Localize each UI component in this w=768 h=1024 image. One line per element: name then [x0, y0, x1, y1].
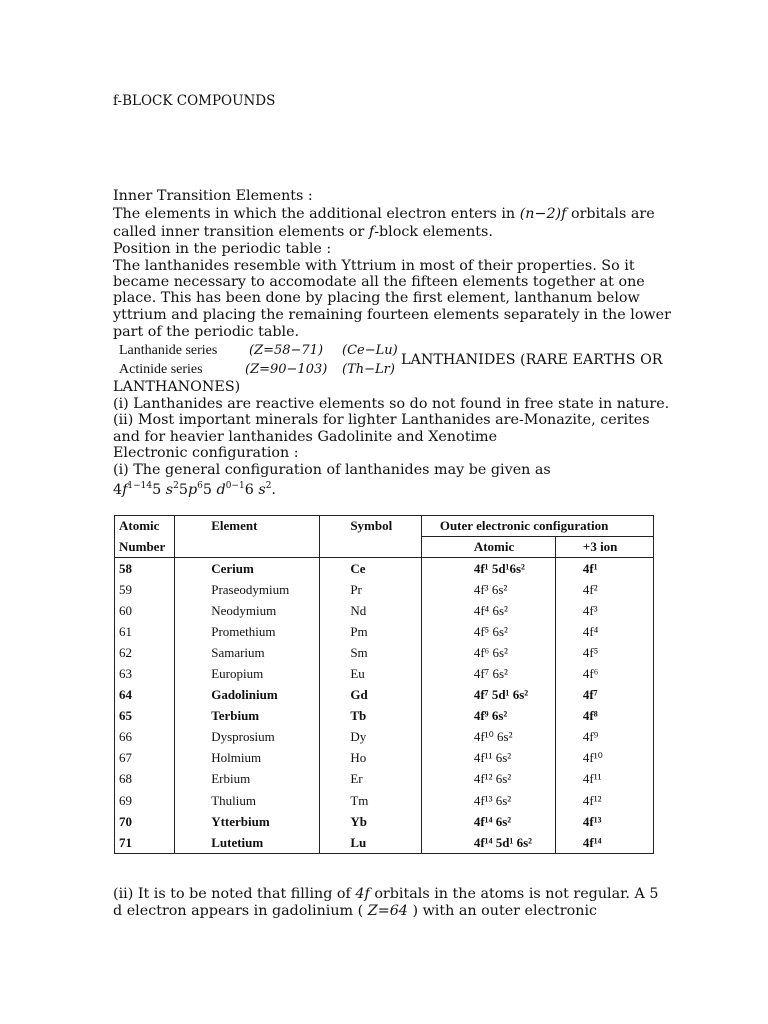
actinide-label: Actinide series [119, 362, 203, 377]
paragraph-line [113, 206, 655, 223]
text-run: called inner transition elements or [113, 224, 369, 240]
formula-part: p [187, 482, 198, 498]
table-row [115, 685, 654, 706]
formula-part: 5 [202, 482, 217, 498]
text-run: d electron appears in gadolinium ( [113, 903, 368, 919]
cell-symbol: Tb [320, 706, 422, 727]
math-expression: Z=64 [367, 903, 408, 919]
text-run: The elements in which the additional electron enters in [113, 206, 520, 222]
cell-atomic-number: 59 [115, 579, 175, 600]
table-row [115, 769, 654, 790]
paragraph-line: became necessary to accomodate all the fifteen elements together at one [113, 274, 645, 290]
cell-atomic-config: 4f¹⁴ 6s² [421, 811, 555, 832]
lanthanide-config-table [114, 515, 654, 854]
cell-atomic-number: 58 [115, 558, 175, 580]
cell-symbol: Lu [320, 832, 422, 854]
formula-part: 6 [244, 482, 259, 498]
table-row [115, 748, 654, 769]
cell-symbol: Ce [320, 558, 422, 580]
header-element: Element [175, 516, 320, 537]
cell-ion-config: 4f⁶ [555, 663, 653, 684]
cell-atomic-config: 4f³ 6s² [421, 579, 555, 600]
formula-part: 4 [113, 482, 123, 498]
cell-atomic-config: 4f⁷ 5d¹ 6s² [421, 685, 555, 706]
table-row [115, 811, 654, 832]
cell-atomic-number: 69 [115, 790, 175, 811]
cell-symbol: Pm [320, 621, 422, 642]
header-atomic-number-2: Number [115, 537, 175, 558]
text-run: orbitals in the atoms is not regular. A 5 [369, 886, 659, 902]
formula-part: . [271, 482, 276, 498]
table-row [115, 832, 654, 854]
lanthanides-note: LANTHANIDES (RARE EARTHS OR [401, 352, 663, 368]
cell-element: Praseodymium [175, 579, 320, 600]
cell-element: Gadolinium [175, 685, 320, 706]
cell-ion-config: 4f¹² [555, 790, 653, 811]
header-outer-config: Outer electronic configuration [421, 516, 653, 537]
cell-element: Erbium [175, 769, 320, 790]
table-row [115, 706, 654, 727]
cell-symbol: Ho [320, 748, 422, 769]
math-expression: 4f [355, 886, 370, 902]
cell-symbol: Sm [320, 642, 422, 663]
cell-element: Samarium [175, 642, 320, 663]
point-reactive: (i) Lanthanides are reactive elements so do not found in free state in nature. [113, 396, 670, 412]
table-row [115, 600, 654, 621]
point-minerals: (ii) Most important minerals for lighter Lanthanides are-Monazite, cerites [113, 412, 650, 428]
cell-atomic-number: 63 [115, 663, 175, 684]
cell-element: Thulium [175, 790, 320, 811]
formula-part: s [258, 482, 266, 498]
section-heading-position: Position in the periodic table : [113, 241, 332, 257]
formula-exponent: 2 [173, 481, 179, 491]
table-row [115, 727, 654, 748]
cell-atomic-number: 60 [115, 600, 175, 621]
paragraph-line: yttrium and placing the remaining fourteen elements separately in the lower [113, 307, 671, 323]
paragraph-line [113, 903, 597, 920]
formula-part: 5 [178, 482, 188, 498]
cell-element: Dysprosium [175, 727, 320, 748]
paragraph-line [113, 886, 658, 903]
formula-part: 5 [152, 482, 166, 498]
table-body [115, 558, 654, 854]
cell-atomic-config: 4f⁴ 6s² [421, 600, 555, 621]
page-title: f-BLOCK COMPOUNDS [113, 93, 276, 109]
cell-atomic-number: 61 [115, 621, 175, 642]
cell-ion-config: 4f¹⁰ [555, 748, 653, 769]
cell-atomic-number: 68 [115, 769, 175, 790]
formula-exponent: 2 [265, 481, 272, 491]
cell-symbol: Yb [320, 811, 422, 832]
table-row [115, 663, 654, 684]
cell-element: Promethium [175, 621, 320, 642]
cell-atomic-number: 62 [115, 642, 175, 663]
paragraph-line: The lanthanides resemble with Yttrium in most of their properties. So it [113, 258, 635, 274]
cell-atomic-config: 4f⁵ 6s² [421, 621, 555, 642]
actinide-element-range: (Th−Lr) [342, 362, 395, 377]
cell-ion-config: 4f¹⁴ [555, 832, 653, 854]
table-row [115, 621, 654, 642]
cell-symbol: Er [320, 769, 422, 790]
paragraph-line: place. This has been done by placing the first element, lanthanum below [113, 290, 640, 306]
cell-element: Terbium [175, 706, 320, 727]
text-run: (ii) It is to be noted that filling of [113, 886, 356, 902]
section-heading-inner-transition: Inner Transition Elements : [113, 188, 313, 204]
cell-element: Europium [175, 663, 320, 684]
cell-atomic-number: 64 [115, 685, 175, 706]
cell-atomic-number: 70 [115, 811, 175, 832]
formula-part: d [216, 482, 226, 498]
table-row [115, 579, 654, 600]
cell-element: Neodymium [175, 600, 320, 621]
lanthanides-note-continued: LANTHANONES) [113, 379, 241, 395]
text-run: ) with an outer electronic [407, 903, 598, 919]
cell-atomic-config: 4f¹³ 6s² [421, 790, 555, 811]
cell-ion-config: 4f⁸ [555, 706, 653, 727]
text-run: -block elements. [374, 224, 493, 240]
header-blank [175, 537, 320, 558]
header-symbol: Symbol [320, 516, 422, 537]
formula-exponent: 1−14 [127, 481, 153, 491]
cell-atomic-config: 4f¹⁴ 5d¹ 6s² [421, 832, 555, 854]
cell-atomic-number: 65 [115, 706, 175, 727]
cell-atomic-number: 71 [115, 832, 175, 854]
paragraph-line: (i) The general configuration of lanthanides may be given as [113, 462, 551, 478]
table-header-row [115, 516, 654, 537]
lanthanide-label: Lanthanide series [119, 343, 218, 358]
cell-atomic-config: 4f⁶ 6s² [421, 642, 555, 663]
cell-ion-config: 4f² [555, 579, 653, 600]
lanthanide-z-range: (Z=58−71) [249, 343, 324, 358]
cell-atomic-number: 67 [115, 748, 175, 769]
formula-part: s [165, 482, 174, 498]
table-subheader-row [115, 537, 654, 558]
formula-part: f [122, 482, 128, 498]
table-row [115, 790, 654, 811]
cell-atomic-config: 4f⁷ 6s² [421, 663, 555, 684]
cell-atomic-config: 4f¹ 5d¹6s² [421, 558, 555, 580]
cell-symbol: Dy [320, 727, 422, 748]
cell-ion-config: 4f¹³ [555, 811, 653, 832]
actinide-z-range: (Z=90−103) [245, 362, 328, 377]
header-ion: +3 ion [555, 537, 653, 558]
formula-exponent: 6 [197, 481, 203, 491]
cell-atomic-config: 4f⁹ 6s² [421, 706, 555, 727]
header-atomic: Atomic [421, 537, 555, 558]
header-blank [320, 537, 422, 558]
cell-symbol: Nd [320, 600, 422, 621]
cell-atomic-number: 66 [115, 727, 175, 748]
cell-atomic-config: 4f¹¹ 6s² [421, 748, 555, 769]
cell-element: Cerium [175, 558, 320, 580]
cell-atomic-config: 4f¹² 6s² [421, 769, 555, 790]
cell-symbol: Gd [320, 685, 422, 706]
lanthanide-element-range: (Ce−Lu) [342, 343, 398, 358]
cell-ion-config: 4f⁹ [555, 727, 653, 748]
cell-symbol: Eu [320, 663, 422, 684]
point-minerals-continued: and for heavier lanthanides Gadolinite and Xenotime [113, 429, 498, 445]
general-config-formula [113, 482, 276, 499]
cell-element: Ytterbium [175, 811, 320, 832]
paragraph-line [113, 224, 493, 241]
cell-atomic-config: 4f¹⁰ 6s² [421, 727, 555, 748]
table-row [115, 642, 654, 663]
cell-ion-config: 4f⁵ [555, 642, 653, 663]
cell-symbol: Pr [320, 579, 422, 600]
cell-ion-config: 4f⁴ [555, 621, 653, 642]
cell-ion-config: 4f³ [555, 600, 653, 621]
cell-element: Holmium [175, 748, 320, 769]
cell-ion-config: 4f⁷ [555, 685, 653, 706]
text-run: orbitals are [566, 206, 655, 222]
cell-ion-config: 4f¹ [555, 558, 653, 580]
cell-symbol: Tm [320, 790, 422, 811]
table-row [115, 558, 654, 580]
math-expression: f [368, 224, 375, 240]
actinide-series-row [113, 361, 658, 378]
paragraph-line: part of the periodic table. [113, 324, 300, 340]
math-expression: (n−2)f [519, 206, 567, 222]
formula-exponent: 0−1 [225, 481, 245, 491]
cell-ion-config: 4f¹¹ [555, 769, 653, 790]
section-heading-electronic-config: Electronic configuration : [113, 445, 299, 461]
header-atomic-number: Atomic [115, 516, 175, 537]
cell-element: Lutetium [175, 832, 320, 854]
